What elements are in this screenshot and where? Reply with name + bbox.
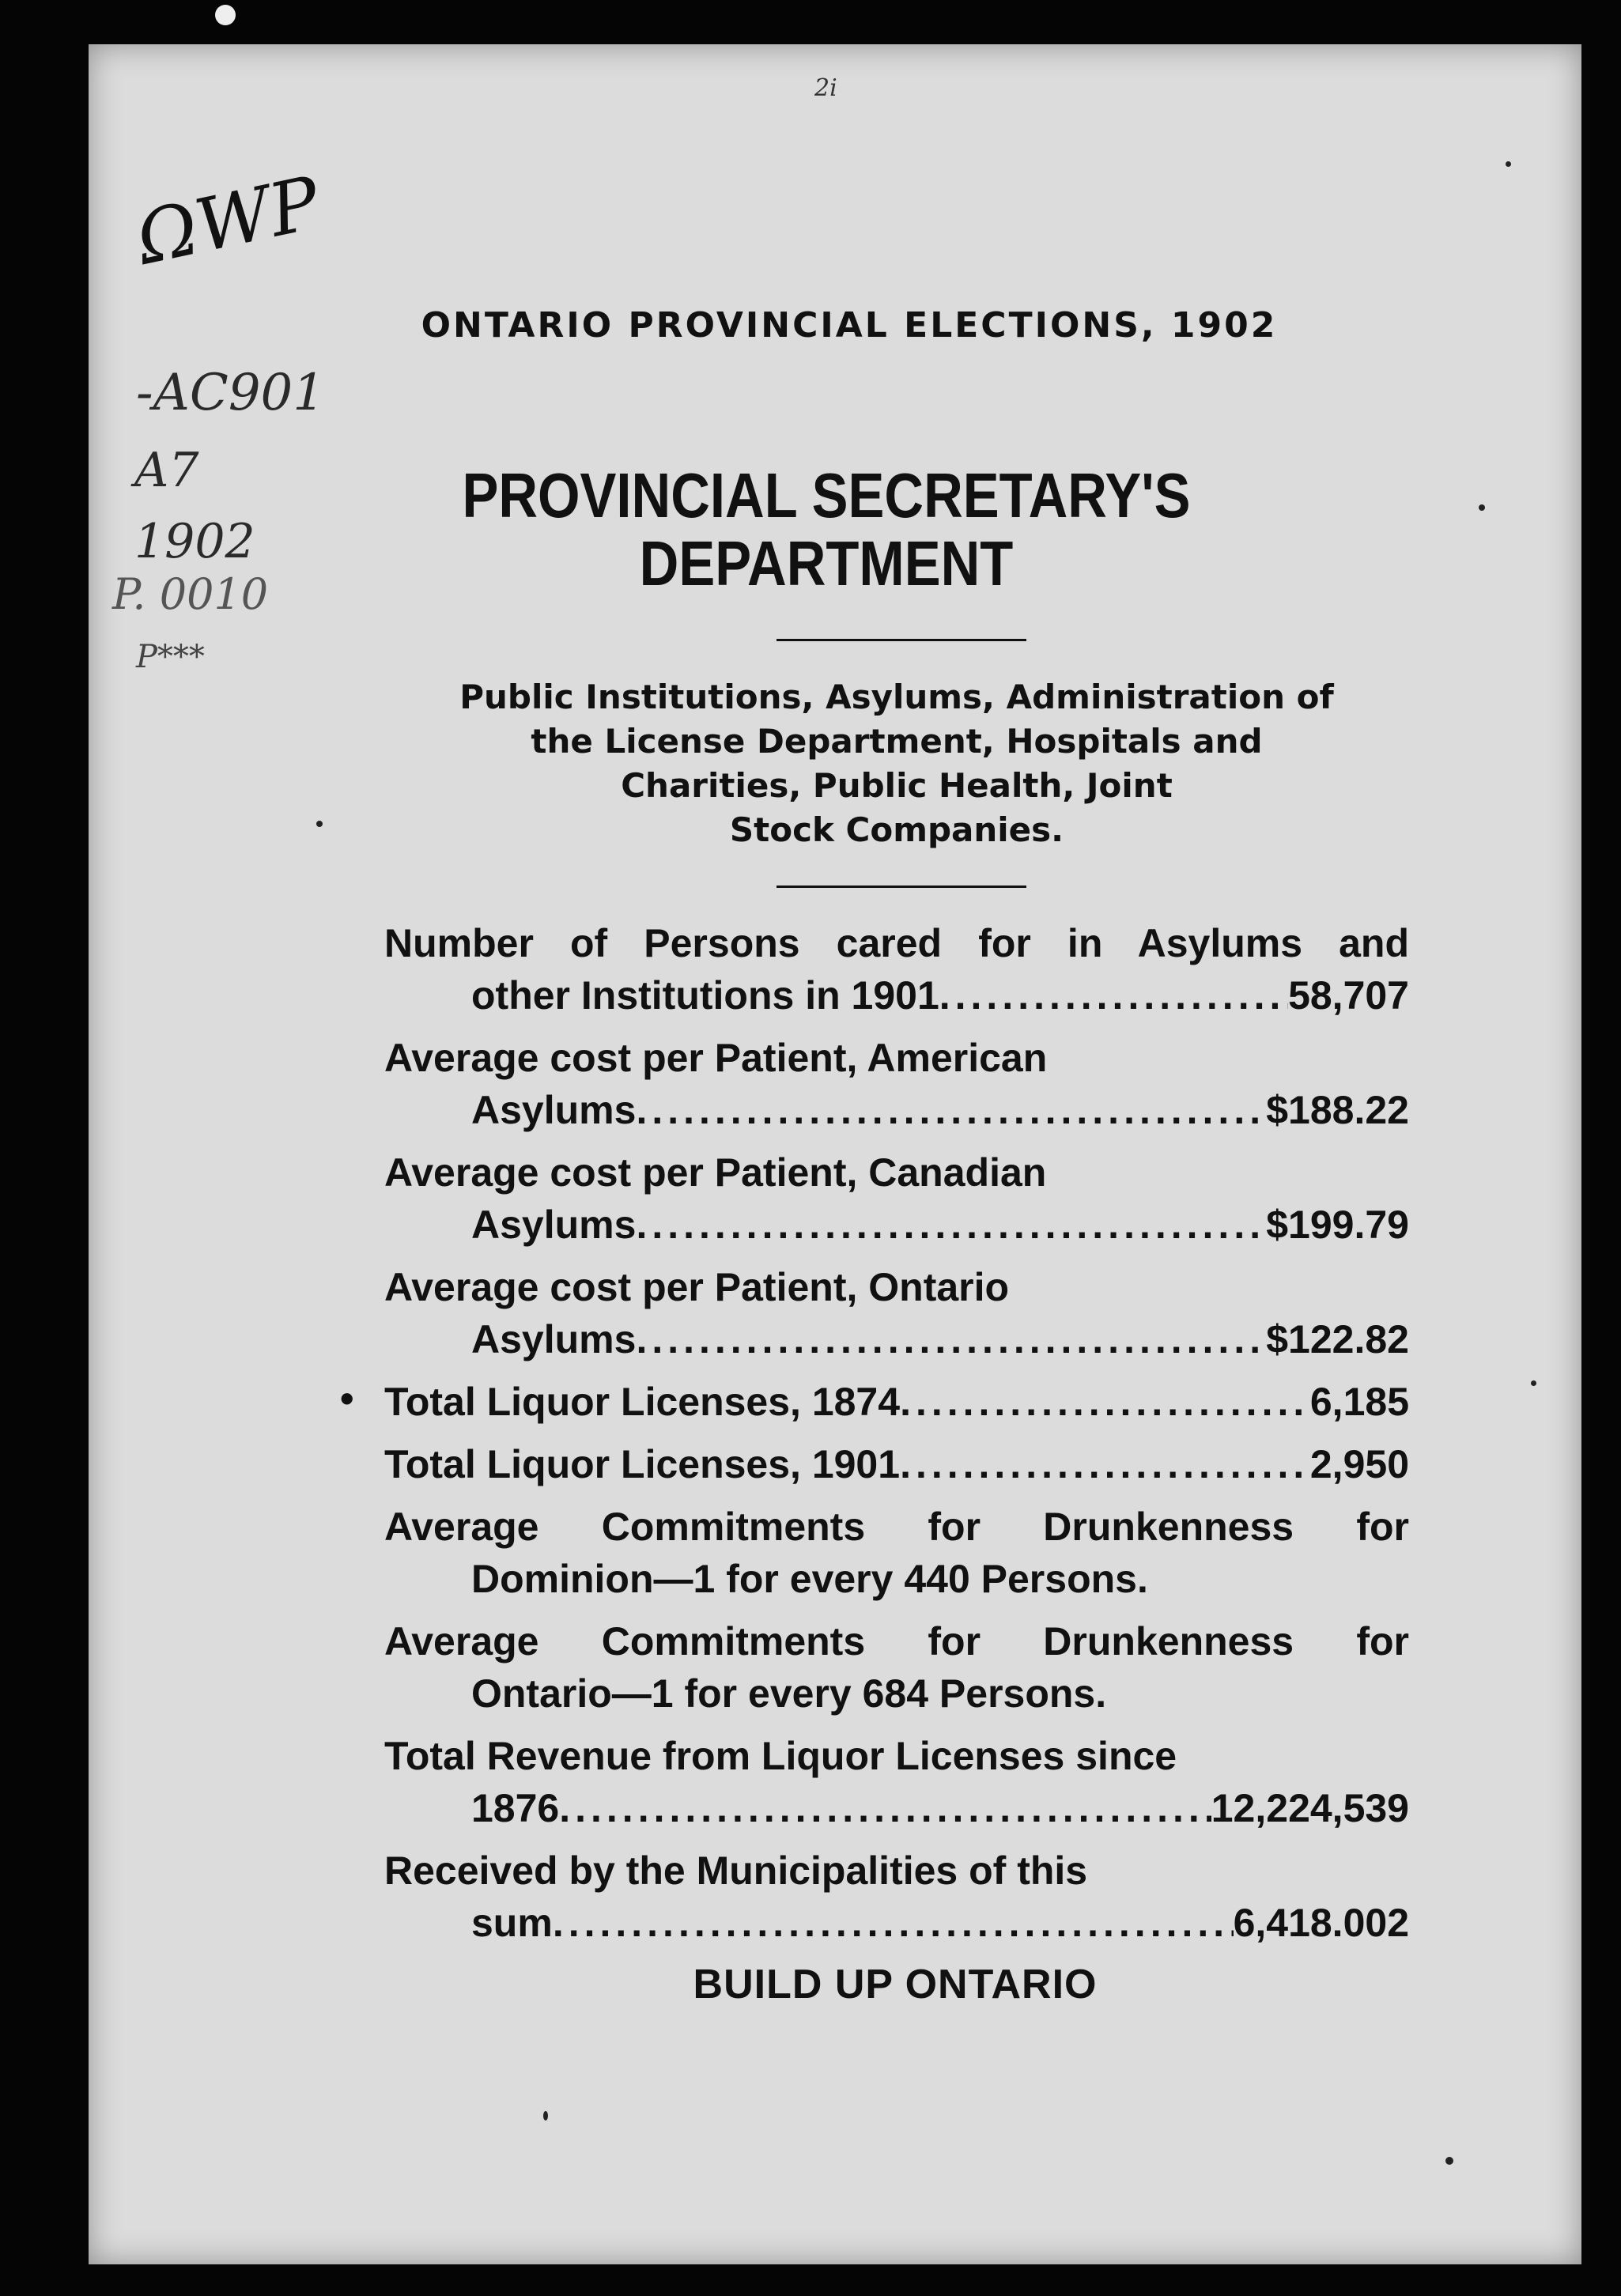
scan-speck (316, 821, 323, 827)
divider-rule (776, 886, 1026, 888)
stat-label-cont: 1876 (471, 1786, 560, 1830)
scan-speck (1445, 2157, 1453, 2165)
stat-label-cont: other Institutions in 1901 (471, 973, 939, 1018)
stat-entry (384, 917, 1409, 1021)
stat-label: Average cost per Patient, Canadian (384, 1150, 1047, 1195)
dot-leader (636, 1084, 1266, 1136)
stat-entry (384, 1845, 1409, 1949)
closing-motto: BUILD UP ONTARIO (693, 1962, 1098, 2007)
stat-label-cont: Dominion—1 for every 440 Persons. (471, 1557, 1148, 1601)
dot-leader (553, 1897, 1234, 1949)
dot-leader (939, 969, 1288, 1021)
stat-value: 6,418.002 (1233, 1901, 1409, 1945)
statistics-list (340, 917, 1409, 1959)
dot-leader (636, 1313, 1266, 1365)
divider-rule (776, 639, 1026, 641)
stat-label: Average Commitments for Drunkenness for (384, 1619, 1409, 1663)
stat-value: $199.79 (1266, 1203, 1409, 1247)
stat-label: Number of Persons cared for in Asylums and (384, 921, 1409, 965)
stat-label: Average cost per Patient, American (384, 1036, 1048, 1080)
page-mark: 2i (814, 74, 837, 102)
handwritten-signature: ΩWP (129, 160, 327, 282)
scan-speck (1506, 161, 1511, 167)
department-title-line-1: PROVINCIAL SECRETARY'S (462, 460, 1191, 531)
handwritten-call-number-4: P. 0010 (112, 569, 269, 619)
stat-entry (384, 1730, 1409, 1834)
subtitle-line-2: the License Department, Hospitals and (531, 722, 1263, 761)
stat-label: Total Liquor Licenses, 1901 (384, 1442, 901, 1486)
stat-entry (384, 1032, 1409, 1136)
stat-label: Total Liquor Licenses, 1874 (384, 1380, 901, 1424)
election-heading: ONTARIO PROVINCIAL ELECTIONS, 1902 (421, 305, 1278, 346)
stat-entry (384, 1615, 1409, 1720)
stat-label-cont: Asylums (471, 1203, 637, 1247)
stat-label-cont: sum (471, 1901, 553, 1945)
stat-entry (384, 1146, 1409, 1251)
stat-entry (384, 1438, 1409, 1490)
stat-entry (384, 1261, 1409, 1365)
handwritten-call-number-3: 1902 (134, 514, 255, 569)
document-page (89, 44, 1581, 2264)
stat-label: Total Revenue from Liquor Licenses since (384, 1734, 1177, 1778)
department-title-line-2: DEPARTMENT (639, 528, 1014, 599)
stat-label: Average cost per Patient, Ontario (384, 1265, 1010, 1309)
stat-label-cont: Asylums (471, 1088, 637, 1132)
stat-label-cont: Ontario—1 for every 684 Persons. (471, 1671, 1107, 1716)
stat-label-cont: Asylums (471, 1317, 637, 1361)
handwritten-call-number-5: P*** (136, 639, 205, 675)
stat-value: 58,707 (1288, 973, 1409, 1018)
stat-value: 12,224,539 (1211, 1786, 1409, 1830)
scan-speck (543, 2111, 548, 2120)
dot-leader (636, 1199, 1266, 1251)
dot-leader (900, 1438, 1310, 1490)
subtitle-line-3: Charities, Public Health, Joint (621, 766, 1173, 805)
stat-value: $122.82 (1266, 1317, 1409, 1361)
stat-entry (340, 1376, 1409, 1428)
scan-speck (1479, 504, 1485, 511)
subtitle-line-4: Stock Companies. (729, 810, 1064, 849)
bullet-mark: • (340, 1376, 354, 1421)
film-speck (215, 5, 236, 25)
stat-label: Average Commitments for Drunkenness for (384, 1505, 1409, 1549)
stat-value: 2,950 (1309, 1442, 1409, 1486)
stat-entry (384, 1501, 1409, 1605)
dot-leader (900, 1376, 1310, 1428)
department-subtitle (375, 675, 1419, 852)
scan-speck (1531, 1380, 1536, 1386)
department-title (362, 462, 1291, 598)
handwritten-call-number-2: A7 (134, 443, 199, 498)
handwritten-call-number-1: -AC901 (136, 364, 325, 422)
stat-label: Received by the Municipalities of this (384, 1849, 1088, 1893)
stat-value: 6,185 (1309, 1380, 1409, 1424)
dot-leader (559, 1782, 1211, 1834)
subtitle-line-1: Public Institutions, Asylums, Administration of (459, 678, 1334, 716)
stat-value: $188.22 (1266, 1088, 1409, 1132)
